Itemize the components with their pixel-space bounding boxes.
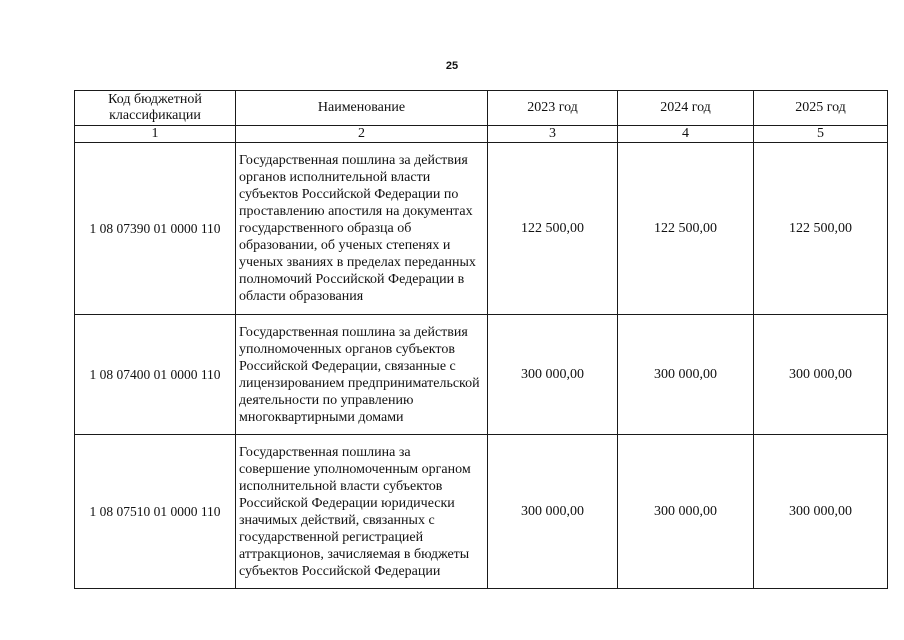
- budget-table: [74, 90, 888, 589]
- row-name: Государственная пошлина за действия органов исполнительной власти субъектов Российской Федерации по проставлению апостиля на документах государственного образца об образовании, об ученых степенях и ученых званиях в пределах переданных полномочий Российской Федерации в области образования: [236, 143, 488, 315]
- row-name: Государственная пошлина за совершение уполномоченным органом исполнительной власти субъектов Российской Федерации юридически значимых действий, связанных с государственной регистрацией аттракционов, зачисляемая в бюджеты субъектов Российской Федерации: [236, 435, 488, 589]
- amount-2023: 122 500,00: [488, 143, 618, 315]
- table-row: [75, 435, 888, 589]
- amount-2024: 122 500,00: [618, 143, 754, 315]
- amount-2023: 300 000,00: [488, 435, 618, 589]
- amount-2025: 122 500,00: [754, 143, 888, 315]
- table-row: [75, 315, 888, 435]
- header-2024: 2024 год: [618, 91, 754, 126]
- amount-2024: 300 000,00: [618, 315, 754, 435]
- column-number: 3: [488, 126, 618, 143]
- header-row: [75, 91, 888, 126]
- budget-code: 1 08 07400 01 0000 110: [75, 315, 236, 435]
- column-number: 5: [754, 126, 888, 143]
- amount-2023: 300 000,00: [488, 315, 618, 435]
- column-number: 4: [618, 126, 754, 143]
- budget-code: 1 08 07390 01 0000 110: [75, 143, 236, 315]
- column-number: 2: [236, 126, 488, 143]
- header-2025: 2025 год: [754, 91, 888, 126]
- row-name: Государственная пошлина за действия уполномоченных органов субъектов Российской Федерации, связанные с лицензированием предпринимательской деятельности по управлению многоквартирными домами: [236, 315, 488, 435]
- column-number: 1: [75, 126, 236, 143]
- budget-code: 1 08 07510 01 0000 110: [75, 435, 236, 589]
- amount-2025: 300 000,00: [754, 315, 888, 435]
- column-number-row: [75, 126, 888, 143]
- header-code: Код бюджетной классификации: [75, 91, 236, 126]
- amount-2025: 300 000,00: [754, 435, 888, 589]
- header-2023: 2023 год: [488, 91, 618, 126]
- amount-2024: 300 000,00: [618, 435, 754, 589]
- header-name: Наименование: [236, 91, 488, 126]
- page-number: 25: [445, 60, 459, 72]
- table-row: [75, 143, 888, 315]
